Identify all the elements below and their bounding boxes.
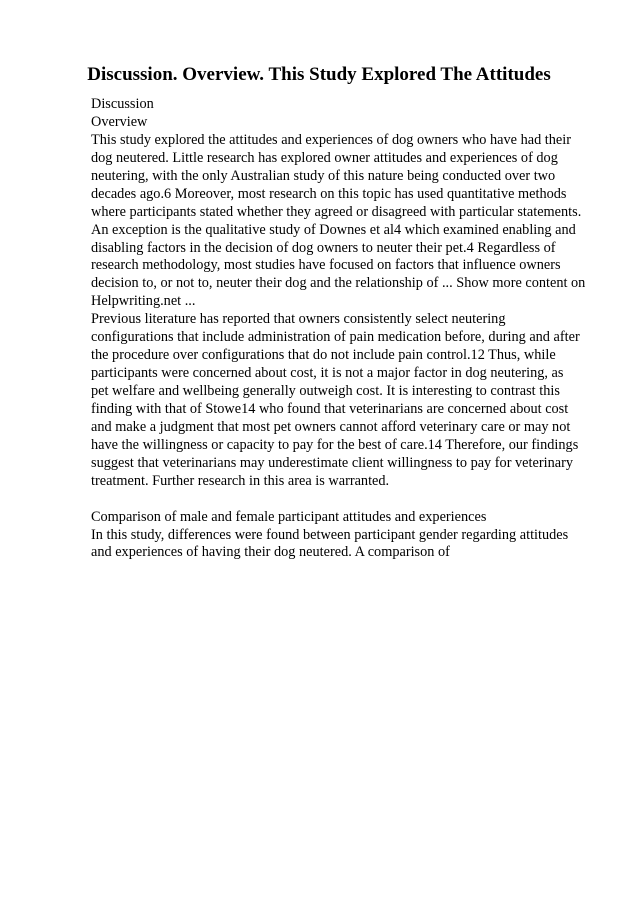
paragraph-line: An exception is the qualitative study of Downes et al4 which examined enabling and: [91, 221, 576, 238]
document-title: Discussion. Overview. This Study Explored The Attitudes: [87, 64, 551, 85]
paragraph-comparison: [91, 527, 595, 563]
paragraph-line: participants were concerned about cost, it is not a major factor in dog neutering, as: [91, 365, 564, 382]
paragraph-line: finding with that of Stowe14 who found that veterinarians are concerned about cost: [91, 400, 569, 417]
paragraph-line: This study explored the attitudes and experiences of dog owners who have had their: [91, 131, 571, 148]
paragraph-literature: [91, 311, 595, 490]
paragraph-line: decades ago.6 Moreover, most research on this topic has used quantitative methods: [91, 185, 567, 202]
paragraph-spacer: [91, 491, 595, 509]
paragraph-line: pet welfare and wellbeing generally outweigh cost. It is interesting to contrast this: [91, 383, 560, 399]
paragraph-line: configurations that include administration of pain medication before, during and after: [91, 329, 580, 346]
paragraph-line: and make a judgment that most pet owners cannot afford veterinary care or may not: [91, 418, 571, 435]
paragraph-line: where participants stated whether they agreed or disagreed with particular statements.: [91, 203, 582, 220]
comparison-heading: Comparison of male and female participant attitudes and experiences: [91, 508, 487, 525]
paragraph-line: In this study, differences were found between participant gender regarding attitudes: [91, 526, 569, 543]
paragraph-line: disabling factors in the decision of dog owners to neuter their pet.4 Regardless of: [91, 239, 556, 256]
paragraph-line: dog neutered. Little research has explored owner attitudes and experiences of dog: [91, 149, 558, 166]
paragraph-line: Previous literature has reported that owners consistently select neutering: [91, 311, 506, 328]
paragraph-line: decision to, or not to, neuter their dog and the relationship of ... Show more content on: [91, 275, 586, 292]
paragraph-line: treatment. Further research in this area is warranted.: [91, 472, 390, 489]
paragraph-overview: [91, 132, 595, 311]
paragraph-line: the procedure over configurations that do not include pain control.12 Thus, while: [91, 347, 556, 364]
subsection-heading: Overview: [91, 113, 148, 130]
paragraph-line: Helpwriting.net ...: [91, 293, 196, 310]
paragraph-line: have the willingness or capacity to pay for the best of care.14 Therefore, our findings: [91, 436, 579, 453]
section-heading: Discussion: [91, 96, 154, 112]
paragraph-line: suggest that veterinarians may underestimate client willingness to pay for veterinary: [91, 454, 573, 471]
paragraph-line: neutering, with the only Australian study of this nature being conducted over two: [91, 167, 556, 184]
paragraph-line: and experiences of having their dog neutered. A comparison of: [91, 544, 450, 561]
document-body: [91, 96, 595, 562]
paragraph-line: research methodology, most studies have focused on factors that influence owners: [91, 257, 561, 274]
